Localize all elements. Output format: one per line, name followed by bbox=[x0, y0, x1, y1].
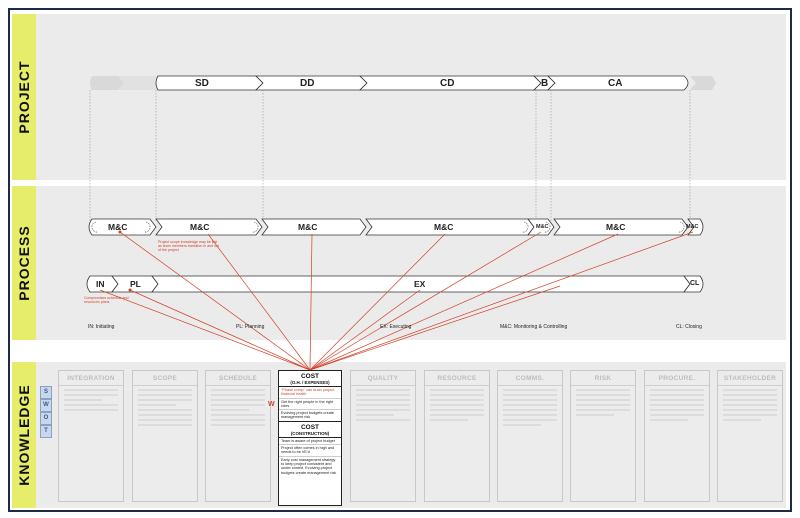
process-ex-label: EX bbox=[414, 279, 426, 289]
mc-label-2: M&C bbox=[190, 222, 210, 232]
phase-guides bbox=[90, 90, 690, 222]
mc-label-4: M&C bbox=[434, 222, 454, 232]
knowledge-card-title: PROCURE. bbox=[645, 371, 709, 386]
mc-label-1: M&C bbox=[108, 222, 128, 232]
phase-dd-label: DD bbox=[300, 78, 315, 89]
cost-item: Project often comes in high and needs to be VE'd bbox=[279, 445, 341, 457]
process-in-label: IN bbox=[96, 279, 105, 289]
process-pl-label: PL bbox=[130, 279, 141, 289]
cost-item: "Phase creep" can drain project financial health bbox=[279, 387, 341, 399]
knowledge-card-quality bbox=[350, 370, 416, 502]
knowledge-card-title: INTEGRATION bbox=[59, 371, 123, 386]
knowledge-card-resource bbox=[424, 370, 490, 502]
process-cl-label: CL bbox=[690, 280, 700, 287]
knowledge-card-title: RISK bbox=[571, 371, 635, 386]
knowledge-card-title: COMMS. bbox=[498, 371, 562, 386]
legend-ex: EX: Executing bbox=[380, 324, 412, 330]
legend-mc: M&C: Monitoring & Controlling bbox=[500, 324, 568, 330]
mc-label-6: M&C bbox=[606, 222, 626, 232]
cost-item: Team is aware of project budget bbox=[279, 438, 341, 445]
cost-connectors bbox=[100, 232, 693, 370]
phase-ca-label: CA bbox=[608, 78, 623, 89]
legend-cl: CL: Closing bbox=[676, 324, 702, 330]
mc-label-5: M&C bbox=[536, 224, 549, 230]
knowledge-card-title: QUALITY bbox=[351, 371, 415, 386]
knowledge-card-schedule bbox=[205, 370, 271, 502]
cost-item: Evolving project budgets create management risk bbox=[279, 410, 341, 422]
knowledge-card-title: RESOURCE bbox=[425, 371, 489, 386]
phase-cd-label: CD bbox=[440, 78, 455, 89]
process-label: PROCESS bbox=[16, 225, 32, 301]
cost-card-title-2: COST bbox=[300, 423, 320, 431]
knowledge-card-comms bbox=[497, 370, 563, 502]
legend-pl: PL: Planning bbox=[236, 324, 265, 330]
schedule-note: Compromises schedule and resources plans bbox=[84, 296, 129, 305]
cost-item: Get the right people in the right roles bbox=[279, 399, 341, 411]
project-trail-arrow bbox=[690, 76, 716, 90]
swot-t: T bbox=[40, 425, 52, 438]
project-lead-arrow bbox=[118, 76, 162, 90]
phase-b-label: B bbox=[541, 78, 549, 89]
phase-sd-label: SD bbox=[195, 78, 209, 89]
project-lead-shape bbox=[90, 76, 124, 90]
cost-card-subtitle-2: (CONSTRUCTION) bbox=[279, 431, 341, 438]
swot-o: O bbox=[40, 412, 52, 425]
swot-w-marker: W bbox=[268, 401, 275, 408]
knowledge-card-scope bbox=[132, 370, 198, 502]
legend-in: IN: Initiating bbox=[88, 324, 115, 330]
knowledge-card-procure bbox=[644, 370, 710, 502]
phase-sd-shape bbox=[156, 76, 263, 90]
swot-w: W bbox=[40, 399, 52, 412]
knowledge-label: KNOWLEDGE bbox=[16, 384, 32, 486]
knowledge-card-title: SCHEDULE bbox=[206, 371, 270, 386]
knowledge-card-risk bbox=[570, 370, 636, 502]
cost-card bbox=[278, 370, 342, 506]
mc-label-3: M&C bbox=[298, 222, 318, 232]
knowledge-card-title: SCOPE bbox=[133, 371, 197, 386]
swot-s: S bbox=[40, 386, 52, 399]
cost-card-title: COST bbox=[300, 373, 320, 380]
mc-label-7: M&C bbox=[686, 224, 699, 230]
knowledge-card-stakeholder bbox=[717, 370, 783, 502]
knowledge-card-title: STAKEHOLDER bbox=[718, 371, 782, 386]
project-label: PROJECT bbox=[16, 60, 32, 134]
knowledge-card-integration bbox=[58, 370, 124, 502]
scope-note: Project scope knowledge may be lost as team members transition in and out of the project bbox=[158, 240, 220, 253]
cost-card-subtitle: (O.H. / EXPENSES) bbox=[279, 380, 341, 387]
cost-item: Early cost management strategy to keep project consistent and under control. Evolving project budgets create management risk bbox=[281, 457, 337, 475]
